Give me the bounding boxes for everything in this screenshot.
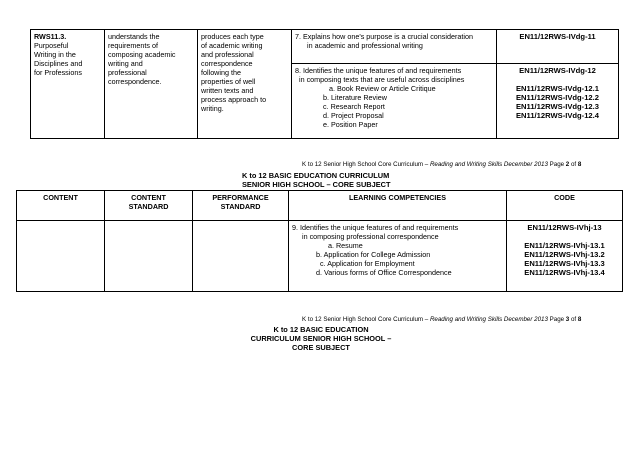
code-9-cell: EN11/12RWS-IVhj-13 EN11/12RWS-IVhj-13.1 EN11/12RWS-IVhj-13.2 EN11/12RWS-IVhj-13.3 EN11/12RWS-IVhj-13.4 — [507, 221, 623, 292]
code-8-cell: EN11/12RWS-IVdg-12 EN11/12RWS-IVdg-12.1 EN11/12RWS-IVdg-12.2 EN11/12RWS-IVdg-12.3 EN11/12RWS-IVdg-12.4 — [497, 64, 619, 139]
header-code: CODE — [507, 191, 623, 221]
page-header: K to 12 BASIC EDUCATION CURRICULUM SENIOR HIGH SCHOOL – CORE SUBJECT — [242, 171, 391, 189]
content-cell — [17, 221, 105, 292]
page-header: K to 12 BASIC EDUCATION CURRICULUM SENIOR HIGH SCHOOL – CORE SUBJECT — [250, 325, 392, 352]
content-standard-cell — [105, 221, 193, 292]
performance-standard-cell — [193, 221, 289, 292]
header-content-standard: CONTENT STANDARD — [105, 191, 193, 221]
curriculum-table-page2 — [30, 29, 619, 139]
curriculum-table-page3 — [16, 190, 623, 292]
content-cell: RWS11.3. Purposeful Writing in the Disciplines and for Professions — [31, 30, 105, 139]
page-footer: K to 12 Senior High School Core Curriculum – Reading and Writing Skills December 2013 Page 2 of 8 — [302, 161, 582, 168]
page-footer: K to 12 Senior High School Core Curriculum – Reading and Writing Skills December 2013 Page 3 of 8 — [302, 316, 582, 323]
performance-standard-cell: produces each type of academic writing and professional correspondence following the properties of well written texts and process approach to writing. — [198, 30, 292, 139]
competency-8-cell: 8. Identifies the unique features of and requirements in composing texts that are useful across disciplines a. Book Review or Article Critique b. Literature Review c. Research Report d. Project Proposal e. Position Paper — [292, 64, 497, 139]
header-learning-competencies: LEARNING COMPETENCIES — [289, 191, 507, 221]
header-performance-standard: PERFORMANCE STANDARD — [193, 191, 289, 221]
competency-7-cell: 7. Explains how one's purpose is a crucial consideration in academic and professional writing — [292, 30, 497, 64]
content-standard-cell: understands the requirements of composing academic writing and professional correspondence. — [105, 30, 198, 139]
code-7-cell: EN11/12RWS-IVdg-11 — [497, 30, 619, 64]
competency-9-cell: 9. Identifies the unique features of and requirements in composing professional correspondence a. Resume b. Application for College Admission c. Application for Employment d. Various forms of Office Correspondence — [289, 221, 507, 292]
header-content: CONTENT — [17, 191, 105, 221]
